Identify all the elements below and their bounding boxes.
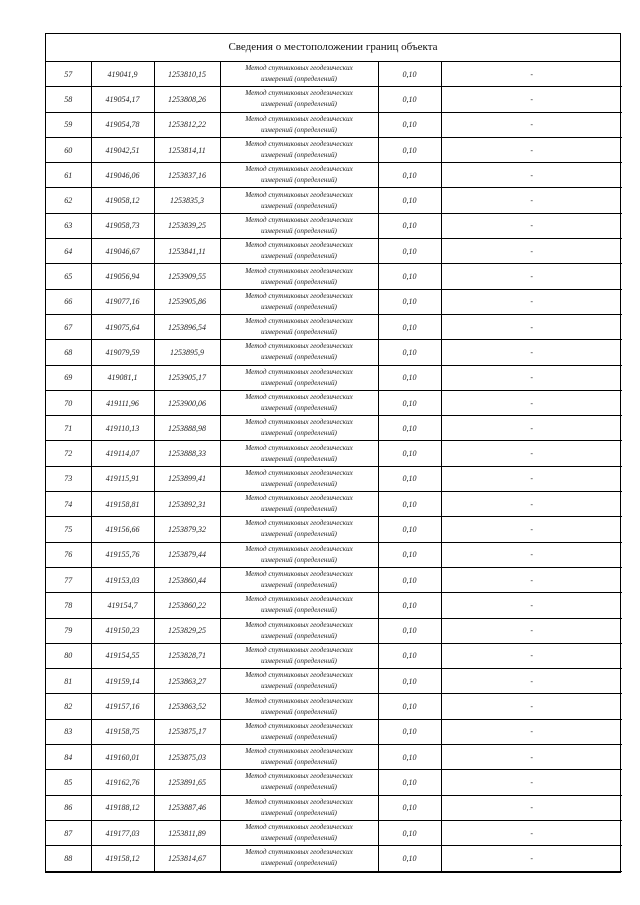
point-number: 73 <box>46 466 91 491</box>
method-cell <box>220 137 378 162</box>
coordinate-y: 1253811,89 <box>154 820 220 845</box>
table-row <box>46 239 622 264</box>
coordinate-y: 1253829,25 <box>154 618 220 643</box>
accuracy-cell: 0,10 <box>378 264 441 289</box>
method-line-2: измерений (определений) <box>261 581 337 590</box>
coordinate-y: 1253812,22 <box>154 112 220 137</box>
description-cell: - <box>441 163 622 188</box>
point-number: 81 <box>46 669 91 694</box>
description-cell: - <box>441 264 622 289</box>
accuracy-cell: 0,10 <box>378 163 441 188</box>
coordinate-x: 419042,51 <box>91 137 154 162</box>
coordinate-y: 1253860,44 <box>154 567 220 592</box>
method-line-2: измерений (определений) <box>261 277 337 286</box>
point-number: 82 <box>46 694 91 719</box>
coordinate-y: 1253875,03 <box>154 745 220 770</box>
table-row <box>46 820 622 845</box>
coordinate-y: 1253905,86 <box>154 289 220 314</box>
method-line-1: Метод спутниковых геодезических <box>245 519 353 528</box>
method-line-1: Метод спутниковых геодезических <box>245 140 353 149</box>
method-line-2: измерений (определений) <box>261 226 337 235</box>
coordinate-x: 419155,76 <box>91 542 154 567</box>
coordinate-y: 1253895,9 <box>154 340 220 365</box>
method-line-1: Метод спутниковых геодезических <box>245 317 353 326</box>
coordinate-y: 1253909,55 <box>154 264 220 289</box>
coordinate-x: 419158,75 <box>91 719 154 744</box>
table-row <box>46 163 622 188</box>
method-line-2: измерений (определений) <box>261 606 337 615</box>
coordinate-y: 1253891,65 <box>154 770 220 795</box>
coordinates-table <box>46 62 622 872</box>
method-line-1: Метод спутниковых геодезических <box>245 544 353 553</box>
method-cell <box>220 62 378 87</box>
accuracy-cell: 0,10 <box>378 567 441 592</box>
description-cell: - <box>441 188 622 213</box>
method-cell <box>220 567 378 592</box>
accuracy-cell: 0,10 <box>378 643 441 668</box>
method-cell <box>220 289 378 314</box>
point-number: 61 <box>46 163 91 188</box>
point-number: 60 <box>46 137 91 162</box>
point-number: 68 <box>46 340 91 365</box>
point-number: 74 <box>46 492 91 517</box>
table-title: Сведения о местоположении границ объекта <box>46 34 620 62</box>
method-cell <box>220 188 378 213</box>
method-line-2: измерений (определений) <box>261 378 337 387</box>
description-cell: - <box>441 137 622 162</box>
table-row <box>46 416 622 441</box>
method-line-2: измерений (определений) <box>261 454 337 463</box>
accuracy-cell: 0,10 <box>378 517 441 542</box>
method-line-1: Метод спутниковых геодезических <box>245 823 353 832</box>
description-cell: - <box>441 492 622 517</box>
method-line-1: Метод спутниковых геодезических <box>245 721 353 730</box>
method-line-1: Метод спутниковых геодезических <box>245 342 353 351</box>
method-line-2: измерений (определений) <box>261 201 337 210</box>
accuracy-cell: 0,10 <box>378 618 441 643</box>
method-cell <box>220 492 378 517</box>
table-row <box>46 492 622 517</box>
coordinate-y: 1253839,25 <box>154 213 220 238</box>
coordinate-x: 419081,1 <box>91 365 154 390</box>
coordinate-x: 419153,03 <box>91 567 154 592</box>
table-row <box>46 112 622 137</box>
coordinate-x: 419177,03 <box>91 820 154 845</box>
description-cell: - <box>441 517 622 542</box>
method-line-2: измерений (определений) <box>261 859 337 868</box>
method-line-2: измерений (определений) <box>261 479 337 488</box>
method-line-1: Метод спутниковых геодезических <box>245 696 353 705</box>
table-row <box>46 314 622 339</box>
point-number: 84 <box>46 745 91 770</box>
description-cell: - <box>441 239 622 264</box>
method-cell <box>220 719 378 744</box>
method-cell <box>220 314 378 339</box>
method-line-2: измерений (определений) <box>261 530 337 539</box>
method-line-2: измерений (определений) <box>261 834 337 843</box>
point-number: 88 <box>46 846 91 871</box>
coordinate-x: 419056,94 <box>91 264 154 289</box>
method-line-2: измерений (определений) <box>261 656 337 665</box>
coordinate-y: 1253814,67 <box>154 846 220 871</box>
point-number: 87 <box>46 820 91 845</box>
point-number: 59 <box>46 112 91 137</box>
method-cell <box>220 163 378 188</box>
coordinate-y: 1253835,3 <box>154 188 220 213</box>
table-row <box>46 289 622 314</box>
coordinate-y: 1253879,32 <box>154 517 220 542</box>
coordinate-y: 1253905,17 <box>154 365 220 390</box>
method-line-1: Метод спутниковых геодезических <box>245 570 353 579</box>
description-cell: - <box>441 340 622 365</box>
method-cell <box>220 390 378 415</box>
coordinate-y: 1253810,15 <box>154 62 220 87</box>
method-line-1: Метод спутниковых геодезических <box>245 468 353 477</box>
coordinate-x: 419160,01 <box>91 745 154 770</box>
description-cell: - <box>441 643 622 668</box>
point-number: 69 <box>46 365 91 390</box>
description-cell: - <box>441 441 622 466</box>
method-line-1: Метод спутниковых геодезических <box>245 89 353 98</box>
method-cell <box>220 213 378 238</box>
accuracy-cell: 0,10 <box>378 289 441 314</box>
method-cell <box>220 669 378 694</box>
method-line-2: измерений (определений) <box>261 505 337 514</box>
method-line-2: измерений (определений) <box>261 75 337 84</box>
table-body <box>46 62 622 871</box>
accuracy-cell: 0,10 <box>378 770 441 795</box>
point-number: 57 <box>46 62 91 87</box>
method-cell <box>220 745 378 770</box>
accuracy-cell: 0,10 <box>378 390 441 415</box>
coordinate-y: 1253888,33 <box>154 441 220 466</box>
method-line-2: измерений (определений) <box>261 151 337 160</box>
point-number: 70 <box>46 390 91 415</box>
description-cell: - <box>441 466 622 491</box>
method-line-2: измерений (определений) <box>261 176 337 185</box>
table-row <box>46 770 622 795</box>
coordinate-y: 1253879,44 <box>154 542 220 567</box>
accuracy-cell: 0,10 <box>378 416 441 441</box>
method-line-1: Метод спутниковых геодезических <box>245 190 353 199</box>
description-cell: - <box>441 314 622 339</box>
method-line-2: измерений (определений) <box>261 783 337 792</box>
coordinate-x: 419046,67 <box>91 239 154 264</box>
accuracy-cell: 0,10 <box>378 745 441 770</box>
table-row <box>46 188 622 213</box>
coordinate-x: 419079,59 <box>91 340 154 365</box>
accuracy-cell: 0,10 <box>378 694 441 719</box>
method-cell <box>220 441 378 466</box>
accuracy-cell: 0,10 <box>378 213 441 238</box>
description-cell: - <box>441 593 622 618</box>
point-number: 71 <box>46 416 91 441</box>
method-cell <box>220 466 378 491</box>
method-line-2: измерений (определений) <box>261 732 337 741</box>
description-cell: - <box>441 416 622 441</box>
coordinate-x: 419077,16 <box>91 289 154 314</box>
method-line-1: Метод спутниковых геодезических <box>245 393 353 401</box>
coordinate-y: 1253860,22 <box>154 593 220 618</box>
method-line-2: измерений (определений) <box>261 758 337 767</box>
point-number: 76 <box>46 542 91 567</box>
method-cell <box>220 517 378 542</box>
method-cell <box>220 112 378 137</box>
table-row <box>46 441 622 466</box>
method-cell <box>220 694 378 719</box>
point-number: 85 <box>46 770 91 795</box>
point-number: 79 <box>46 618 91 643</box>
method-line-1: Метод спутниковых геодезических <box>245 215 353 224</box>
coordinate-x: 419154,55 <box>91 643 154 668</box>
coordinate-x: 419041,9 <box>91 62 154 87</box>
accuracy-cell: 0,10 <box>378 112 441 137</box>
method-cell <box>220 795 378 820</box>
method-cell <box>220 846 378 871</box>
accuracy-cell: 0,10 <box>378 62 441 87</box>
description-cell: - <box>441 820 622 845</box>
method-cell <box>220 820 378 845</box>
coordinate-y: 1253808,26 <box>154 87 220 112</box>
method-line-2: измерений (определений) <box>261 631 337 640</box>
description-cell: - <box>441 669 622 694</box>
boundary-table <box>45 33 621 873</box>
method-line-1: Метод спутниковых геодезических <box>245 671 353 680</box>
method-line-1: Метод спутниковых геодезических <box>245 797 353 806</box>
description-cell: - <box>441 567 622 592</box>
method-cell <box>220 770 378 795</box>
description-cell: - <box>441 289 622 314</box>
accuracy-cell: 0,10 <box>378 669 441 694</box>
method-line-2: измерений (определений) <box>261 328 337 337</box>
method-cell <box>220 87 378 112</box>
accuracy-cell: 0,10 <box>378 188 441 213</box>
coordinate-y: 1253828,71 <box>154 643 220 668</box>
method-cell <box>220 340 378 365</box>
coordinate-x: 419188,12 <box>91 795 154 820</box>
method-cell <box>220 618 378 643</box>
point-number: 80 <box>46 643 91 668</box>
table-row <box>46 618 622 643</box>
table-row <box>46 542 622 567</box>
description-cell: - <box>441 618 622 643</box>
coordinate-x: 419154,7 <box>91 593 154 618</box>
table-row <box>46 719 622 744</box>
method-line-2: измерений (определений) <box>261 353 337 362</box>
coordinate-x: 419075,64 <box>91 314 154 339</box>
coordinate-x: 419156,66 <box>91 517 154 542</box>
coordinate-y: 1253888,98 <box>154 416 220 441</box>
table-row <box>46 567 622 592</box>
method-line-2: измерений (определений) <box>261 555 337 564</box>
method-cell <box>220 643 378 668</box>
coordinate-x: 419054,78 <box>91 112 154 137</box>
coordinate-x: 419058,73 <box>91 213 154 238</box>
description-cell: - <box>441 542 622 567</box>
coordinate-y: 1253841,11 <box>154 239 220 264</box>
point-number: 58 <box>46 87 91 112</box>
method-line-1: Метод спутниковых геодезических <box>245 64 353 73</box>
coordinate-y: 1253814,11 <box>154 137 220 162</box>
method-line-1: Метод спутниковых геодезических <box>245 291 353 300</box>
point-number: 65 <box>46 264 91 289</box>
method-line-2: измерений (определений) <box>261 404 337 412</box>
table-row <box>46 643 622 668</box>
table-row <box>46 846 622 871</box>
method-line-2: измерений (определений) <box>261 808 337 817</box>
accuracy-cell: 0,10 <box>378 137 441 162</box>
coordinate-y: 1253896,54 <box>154 314 220 339</box>
point-number: 62 <box>46 188 91 213</box>
table-row <box>46 264 622 289</box>
point-number: 67 <box>46 314 91 339</box>
method-line-2: измерений (определений) <box>261 707 337 716</box>
description-cell: - <box>441 112 622 137</box>
method-line-1: Метод спутниковых геодезических <box>245 241 353 250</box>
method-line-1: Метод спутниковых геодезических <box>245 367 353 376</box>
coordinate-y: 1253875,17 <box>154 719 220 744</box>
table-row <box>46 87 622 112</box>
table-row <box>46 137 622 162</box>
accuracy-cell: 0,10 <box>378 314 441 339</box>
accuracy-cell: 0,10 <box>378 846 441 871</box>
coordinate-x: 419162,76 <box>91 770 154 795</box>
coordinate-y: 1253900,06 <box>154 390 220 415</box>
method-line-1: Метод спутниковых геодезических <box>245 266 353 275</box>
description-cell: - <box>441 213 622 238</box>
table-row <box>46 694 622 719</box>
point-number: 63 <box>46 213 91 238</box>
coordinate-x: 419046,06 <box>91 163 154 188</box>
table-row <box>46 795 622 820</box>
description-cell: - <box>441 87 622 112</box>
accuracy-cell: 0,10 <box>378 795 441 820</box>
table-row <box>46 466 622 491</box>
coordinate-x: 419054,17 <box>91 87 154 112</box>
accuracy-cell: 0,10 <box>378 593 441 618</box>
description-cell: - <box>441 770 622 795</box>
coordinate-x: 419158,81 <box>91 492 154 517</box>
method-cell <box>220 239 378 264</box>
description-cell: - <box>441 62 622 87</box>
point-number: 66 <box>46 289 91 314</box>
point-number: 64 <box>46 239 91 264</box>
method-line-1: Метод спутниковых геодезических <box>245 620 353 629</box>
method-cell <box>220 416 378 441</box>
table-row <box>46 365 622 390</box>
method-line-2: измерений (определений) <box>261 429 337 438</box>
method-line-1: Метод спутниковых геодезических <box>245 165 353 174</box>
description-cell: - <box>441 846 622 871</box>
table-row <box>46 340 622 365</box>
table-row <box>46 62 622 87</box>
point-number: 78 <box>46 593 91 618</box>
accuracy-cell: 0,10 <box>378 239 441 264</box>
coordinate-y: 1253863,52 <box>154 694 220 719</box>
description-cell: - <box>441 795 622 820</box>
accuracy-cell: 0,10 <box>378 542 441 567</box>
accuracy-cell: 0,10 <box>378 340 441 365</box>
method-line-1: Метод спутниковых геодезических <box>245 772 353 781</box>
point-number: 86 <box>46 795 91 820</box>
method-line-1: Метод спутниковых геодезических <box>245 848 353 857</box>
accuracy-cell: 0,10 <box>378 492 441 517</box>
coordinate-x: 419110,13 <box>91 416 154 441</box>
coordinate-x: 419058,12 <box>91 188 154 213</box>
coordinate-x: 419115,91 <box>91 466 154 491</box>
method-line-2: измерений (определений) <box>261 252 337 261</box>
description-cell: - <box>441 390 622 415</box>
table-row <box>46 517 622 542</box>
point-number: 72 <box>46 441 91 466</box>
table-row <box>46 593 622 618</box>
coordinate-x: 419159,14 <box>91 669 154 694</box>
method-line-1: Метод спутниковых геодезических <box>245 418 353 427</box>
method-cell <box>220 264 378 289</box>
accuracy-cell: 0,10 <box>378 719 441 744</box>
coordinate-x: 419157,16 <box>91 694 154 719</box>
table-row <box>46 669 622 694</box>
coordinate-x: 419111,96 <box>91 390 154 415</box>
accuracy-cell: 0,10 <box>378 441 441 466</box>
method-line-2: измерений (определений) <box>261 100 337 109</box>
method-line-1: Метод спутниковых геодезических <box>245 114 353 123</box>
method-line-1: Метод спутниковых геодезических <box>245 747 353 756</box>
method-cell <box>220 542 378 567</box>
accuracy-cell: 0,10 <box>378 820 441 845</box>
table-row <box>46 390 622 415</box>
point-number: 75 <box>46 517 91 542</box>
description-cell: - <box>441 365 622 390</box>
coordinate-y: 1253887,46 <box>154 795 220 820</box>
description-cell: - <box>441 719 622 744</box>
method-line-1: Метод спутниковых геодезических <box>245 443 353 452</box>
method-line-2: измерений (определений) <box>261 125 337 134</box>
point-number: 83 <box>46 719 91 744</box>
description-cell: - <box>441 745 622 770</box>
method-cell <box>220 593 378 618</box>
method-cell <box>220 365 378 390</box>
method-line-1: Метод спутниковых геодезических <box>245 494 353 503</box>
table-row <box>46 745 622 770</box>
point-number: 77 <box>46 567 91 592</box>
description-cell: - <box>441 694 622 719</box>
accuracy-cell: 0,10 <box>378 466 441 491</box>
coordinate-x: 419114,07 <box>91 441 154 466</box>
table-row <box>46 213 622 238</box>
coordinate-x: 419158,12 <box>91 846 154 871</box>
coordinate-x: 419150,23 <box>91 618 154 643</box>
accuracy-cell: 0,10 <box>378 87 441 112</box>
coordinate-y: 1253863,27 <box>154 669 220 694</box>
coordinate-y: 1253837,16 <box>154 163 220 188</box>
accuracy-cell: 0,10 <box>378 365 441 390</box>
method-line-1: Метод спутниковых геодезических <box>245 595 353 604</box>
coordinate-y: 1253899,41 <box>154 466 220 491</box>
method-line-2: измерений (определений) <box>261 682 337 691</box>
method-line-1: Метод спутниковых геодезических <box>245 645 353 654</box>
coordinate-y: 1253892,31 <box>154 492 220 517</box>
method-line-2: измерений (определений) <box>261 302 337 311</box>
